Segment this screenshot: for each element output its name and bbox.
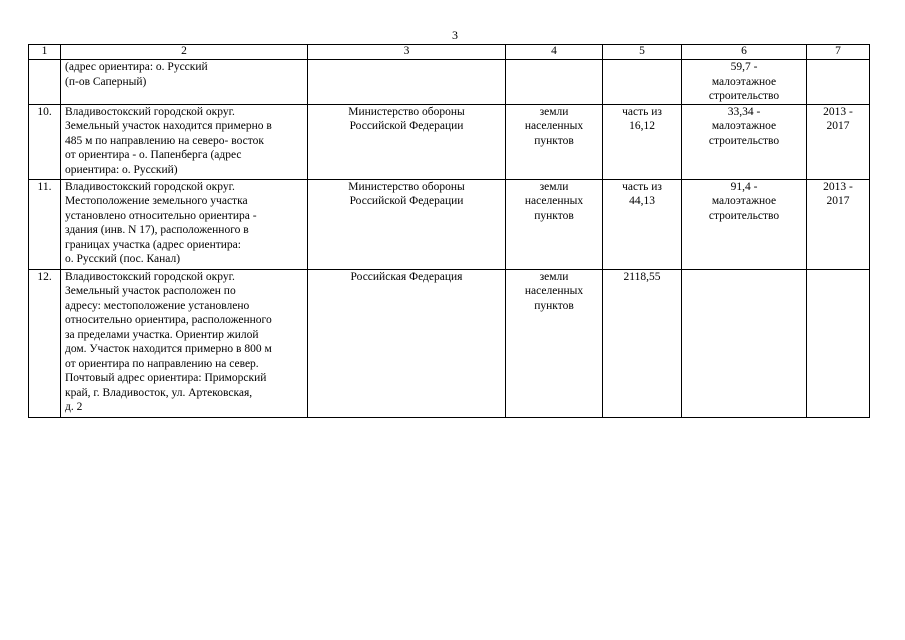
land-plots-table (28, 44, 870, 418)
text-line: Владивостокский городской округ. (65, 105, 235, 118)
text-line: край, г. Владивосток, ул. Артековская, (65, 386, 253, 399)
plot-owner (308, 179, 506, 269)
text-line: малоэтажное (711, 195, 777, 207)
table-row (29, 269, 870, 417)
text-line: от ориентира по направлению на север. (65, 357, 259, 370)
plot-use (682, 104, 807, 179)
plot-owner (308, 104, 506, 179)
text-line: 91,4 - (730, 180, 758, 193)
text-line: пунктов (534, 209, 574, 222)
text-line: пунктов (534, 134, 574, 147)
plot-years (807, 60, 870, 105)
row-number: 12. (29, 269, 61, 417)
text-line: строительство (708, 209, 780, 222)
text-line: 16,12 (629, 120, 655, 132)
text-line: Владивостокский городской округ. (65, 270, 235, 283)
column-header: 2 (61, 45, 308, 60)
text-line: земли (539, 105, 569, 118)
column-header: 5 (603, 45, 682, 60)
text-line: 2013 - (823, 180, 853, 193)
text-line: строительство (708, 134, 780, 147)
text-line: (адрес ориентира: о. Русский (65, 61, 208, 73)
text-line: земли (539, 270, 569, 283)
column-header: 4 (506, 45, 603, 60)
land-category (506, 179, 603, 269)
text-line: 2013 - (823, 105, 853, 118)
plot-area (603, 179, 682, 269)
column-header: 1 (29, 45, 61, 60)
plot-description (61, 104, 308, 179)
plot-use (682, 269, 807, 417)
text-line: Российская Федерация (350, 270, 463, 283)
table-row (29, 60, 870, 105)
plot-use (682, 179, 807, 269)
plot-years (807, 104, 870, 179)
plot-description (61, 179, 308, 269)
text-line: 33,34 - (727, 105, 761, 118)
column-header: 6 (682, 45, 807, 60)
table-row (29, 104, 870, 179)
text-line: малоэтажное (711, 120, 777, 132)
text-line: адресу: местоположение установлено (65, 299, 250, 312)
text-line: населенных (524, 285, 584, 297)
text-line: (п-ов Саперный) (65, 75, 147, 88)
text-line: часть из (622, 105, 662, 118)
text-line: Местоположение земельного участка (65, 195, 248, 207)
plot-area (603, 104, 682, 179)
text-line: здания (инв. N 17), расположенного в (65, 224, 249, 236)
text-line: Земельный участок находится примерно в (65, 120, 272, 132)
text-line: пунктов (534, 299, 574, 312)
plot-use (682, 60, 807, 105)
text-line: Владивостокский городской округ. (65, 180, 235, 193)
land-category (506, 104, 603, 179)
text-line: 485 м по направлению на северо- восток (65, 134, 264, 147)
text-line: от ориентира - о. Папенберга (адрес (65, 149, 242, 161)
column-header: 3 (308, 45, 506, 60)
text-line: относительно ориентира, расположенного (65, 314, 272, 326)
text-line: 44,13 (629, 195, 655, 207)
text-line: населенных (524, 195, 584, 207)
text-line: установлено относительно ориентира - (65, 209, 257, 222)
text-line: ориентира: о. Русский) (65, 163, 178, 176)
text-line: Почтовый адрес ориентира: Приморский (65, 372, 267, 384)
text-line: 2118,55 (623, 270, 661, 283)
plot-description (61, 269, 308, 417)
text-line: Российской Федерации (349, 120, 464, 132)
plot-years (807, 179, 870, 269)
plot-area (603, 269, 682, 417)
plot-owner (308, 60, 506, 105)
text-line: 59,7 - (730, 61, 758, 73)
text-line: Российской Федерации (349, 195, 464, 207)
text-line: Министерство обороны (348, 180, 465, 193)
text-line: д. 2 (65, 401, 83, 413)
column-header: 7 (807, 45, 870, 60)
plot-owner (308, 269, 506, 417)
text-line: строительство (708, 90, 780, 102)
row-number: 10. (29, 104, 61, 179)
text-line: Министерство обороны (348, 105, 465, 118)
text-line: дом. Участок находится примерно в 800 м (65, 343, 272, 355)
text-line: 2017 (826, 195, 850, 207)
text-line: малоэтажное (711, 75, 777, 88)
table-row (29, 179, 870, 269)
text-line: земли (539, 180, 569, 193)
land-category (506, 60, 603, 105)
text-line: 2017 (826, 120, 850, 132)
text-line: за пределами участка. Ориентир жилой (65, 328, 259, 341)
text-line: Земельный участок расположен по (65, 285, 236, 297)
plot-area (603, 60, 682, 105)
plot-description (61, 60, 308, 105)
row-number (29, 60, 61, 105)
column-number-row (29, 45, 870, 60)
text-line: о. Русский (пос. Канал) (65, 253, 181, 265)
text-line: часть из (622, 180, 662, 193)
text-line: населенных (524, 120, 584, 132)
page-number: 3 (452, 28, 458, 42)
plot-years (807, 269, 870, 417)
row-number: 11. (29, 179, 61, 269)
text-line: границах участка (адрес ориентира: (65, 238, 241, 251)
land-category (506, 269, 603, 417)
